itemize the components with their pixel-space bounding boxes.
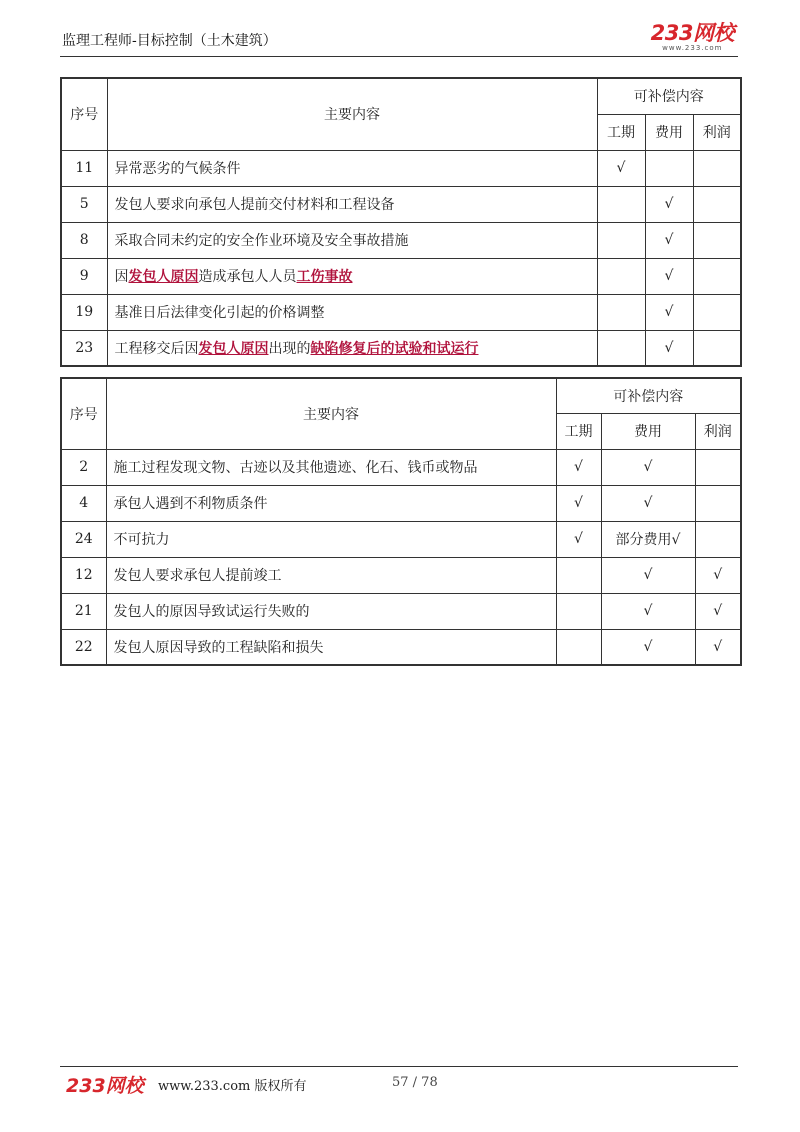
header-compensable: 可补偿内容 [597, 78, 741, 114]
highlight-text: 缺陷修复后的试验和试运行 [310, 340, 479, 357]
table-row [61, 258, 741, 294]
logo-url: www.233.com [662, 44, 723, 52]
table-row [61, 222, 741, 258]
row-cost-mark: √ [601, 485, 695, 521]
page-number: 57 / 78 [392, 1075, 438, 1090]
footer-copyright: www.233.com 版权所有 [158, 1079, 307, 1094]
compensation-table-2 [60, 377, 742, 666]
footer-divider [60, 1066, 738, 1067]
table-row [61, 521, 741, 557]
table-row [61, 330, 741, 366]
table-row [61, 485, 741, 521]
row-cost-mark: √ [645, 258, 693, 294]
row-time-mark [556, 593, 601, 629]
row-cost-mark: √ [645, 330, 693, 366]
header-content: 主要内容 [107, 78, 597, 150]
row-cost-mark: √ [645, 294, 693, 330]
table-row [61, 449, 741, 485]
row-cost-mark: √ [601, 593, 695, 629]
row-seq: 24 [61, 521, 106, 557]
table-row [61, 186, 741, 222]
row-time-mark [556, 557, 601, 593]
row-cost-mark [645, 150, 693, 186]
row-content [107, 150, 597, 186]
highlight-text: 工伤事故 [296, 269, 353, 285]
highlight-text: 发包人原因 [128, 269, 199, 285]
row-profit-mark [695, 449, 741, 485]
row-content [106, 521, 556, 557]
row-content [107, 186, 597, 222]
row-content [107, 294, 597, 330]
row-seq: 19 [61, 294, 107, 330]
row-time-mark [597, 258, 645, 294]
header-content: 主要内容 [106, 378, 556, 449]
row-profit-mark: √ [695, 557, 741, 593]
row-content [106, 485, 556, 521]
content-text: 造成承包人人员 [198, 269, 297, 285]
row-seq: 5 [61, 186, 107, 222]
content-text: 发包人要求向承包人提前交付材料和工程设备 [114, 197, 395, 213]
content-text: 基准日后法律变化引起的价格调整 [114, 305, 325, 321]
row-content [107, 222, 597, 258]
highlight-text: 发包人原因 [198, 340, 269, 357]
row-cost-mark: √ [645, 186, 693, 222]
content-text: 不可抗力 [113, 532, 170, 548]
row-content [106, 449, 556, 485]
row-cost-mark: √ [601, 557, 695, 593]
row-profit-mark [693, 186, 741, 222]
row-cost-mark: √ [645, 222, 693, 258]
row-time-mark [597, 222, 645, 258]
row-seq: 2 [61, 449, 106, 485]
row-profit-mark [693, 150, 741, 186]
row-seq: 4 [61, 485, 106, 521]
header-profit: 利润 [695, 413, 741, 449]
content-text: 施工过程发现文物、古迹以及其他遗迹、化石、钱币或物品 [113, 460, 478, 476]
row-time-mark [597, 330, 645, 366]
row-cost-mark: 部分费用√ [601, 521, 695, 557]
content-text: 发包人的原因导致试运行失败的 [113, 604, 310, 620]
row-time-mark [597, 186, 645, 222]
row-seq: 21 [61, 593, 106, 629]
row-content [107, 258, 597, 294]
row-time-mark [597, 294, 645, 330]
row-content [106, 557, 556, 593]
row-profit-mark [693, 222, 741, 258]
row-time-mark: √ [556, 521, 601, 557]
page-header-title: 监理工程师-目标控制（土木建筑） [62, 33, 277, 49]
row-profit-mark: √ [695, 593, 741, 629]
table-row [61, 557, 741, 593]
header-time: 工期 [597, 114, 645, 150]
header-cost: 费用 [601, 413, 695, 449]
content-text: 因 [114, 269, 129, 285]
content-text: 工程移交后因 [114, 340, 199, 357]
row-seq: 12 [61, 557, 106, 593]
table-row [61, 593, 741, 629]
header-divider [60, 56, 738, 57]
row-time-mark: √ [597, 150, 645, 186]
content-text: 异常恶劣的气候条件 [114, 161, 241, 177]
row-content [107, 330, 597, 366]
header-cost: 费用 [645, 114, 693, 150]
content-text: 出现的 [268, 340, 311, 357]
row-time-mark [556, 629, 601, 665]
row-profit-mark [695, 521, 741, 557]
row-profit-mark [693, 330, 741, 366]
header-seq: 序号 [61, 378, 106, 449]
footer-logo[interactable]: 233网校 [66, 1075, 144, 1097]
header-time: 工期 [556, 413, 601, 449]
header-seq: 序号 [61, 78, 107, 150]
row-time-mark: √ [556, 449, 601, 485]
table-row [61, 150, 741, 186]
row-profit-mark [695, 485, 741, 521]
table-row [61, 629, 741, 665]
row-content [106, 629, 556, 665]
row-seq: 8 [61, 222, 107, 258]
row-seq: 9 [61, 258, 107, 294]
row-seq: 11 [61, 150, 107, 186]
row-cost-mark: √ [601, 629, 695, 665]
row-cost-mark: √ [601, 449, 695, 485]
row-profit-mark [693, 258, 741, 294]
content-text: 承包人遇到不利物质条件 [113, 496, 268, 512]
compensation-table-1 [60, 77, 742, 367]
header-profit: 利润 [693, 114, 741, 150]
brand-logo[interactable] [651, 22, 734, 52]
row-profit-mark: √ [695, 629, 741, 665]
table-row [61, 294, 741, 330]
row-profit-mark [693, 294, 741, 330]
row-seq: 22 [61, 629, 106, 665]
content-text: 发包人原因导致的工程缺陷和损失 [113, 639, 324, 656]
row-time-mark: √ [556, 485, 601, 521]
header-compensable: 可补偿内容 [556, 378, 741, 413]
logo-mark: 233网校 [650, 21, 734, 45]
content-text: 采取合同未约定的安全作业环境及安全事故措施 [114, 233, 409, 249]
row-seq: 23 [61, 330, 107, 366]
row-content [106, 593, 556, 629]
content-text: 发包人要求承包人提前竣工 [113, 568, 282, 584]
